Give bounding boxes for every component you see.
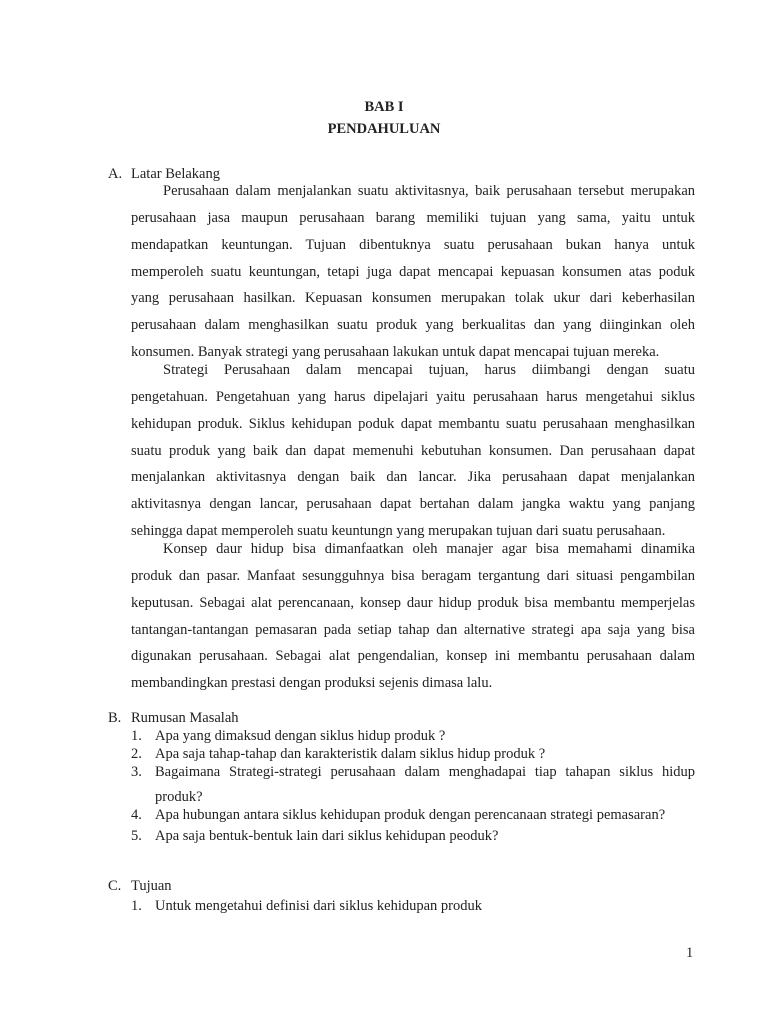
list-item-text: Apa saja tahap-tahap dan karakteristik dalam siklus hidup produk ? [155, 746, 546, 762]
paragraph-line: yang perusahaan hasilkan. Kepuasan konsumen merupakan tolak ukur dari keberhasilan [131, 290, 695, 307]
chapter-subtitle: PENDAHULUAN [327, 121, 441, 137]
section-a-marker: A. [108, 166, 123, 182]
paragraph-line: mendapatkan keuntungan. Tujuan dibentuknya suatu perusahaan bukan hanya untuk [131, 236, 695, 253]
paragraph-line: kehidupan produk. Siklus kehidupan poduk dapat membantu suatu perusahaan menghasilkan [131, 415, 695, 432]
list-item-number: 2. [131, 746, 142, 762]
list-item-text: Untuk mengetahui definisi dari siklus kehidupan produk [155, 898, 483, 914]
section-c-heading: Tujuan [131, 878, 172, 894]
paragraph-line: perusahaan jasa maupun perusahaan barang memiliki tujuan yang sama, yaitu untuk [131, 209, 695, 226]
list-item-text: Apa saja bentuk-bentuk lain dari siklus kehidupan peoduk? [155, 828, 499, 844]
list-item-number: 3. [131, 764, 142, 780]
paragraph-line: Strategi Perusahaan dalam mencapai tujuan, harus diimbangi dengan suatu [163, 362, 695, 378]
paragraph-line: perusahaan dalam menghasilkan suatu produk yang berkualitas dan yang diinginkan oleh [131, 317, 695, 334]
paragraph-line: membandingkan prestasi dengan produksi sejenis dimasa lalu. [131, 675, 493, 692]
list-item-text: Apa hubungan antara siklus kehidupan produk dengan perencanaan strategi pemasaran? [155, 807, 666, 823]
paragraph-line: pengetahuan. Pengetahuan yang harus dipelajari yaitu perusahaan harus mengetahui siklus [131, 388, 695, 405]
paragraph-line: Konsep daur hidup bisa dimanfaatkan oleh manajer agar bisa memahami dinamika [163, 541, 695, 557]
section-a-heading: Latar Belakang [131, 166, 220, 182]
section-b-marker: B. [108, 710, 122, 726]
list-item-text: Apa yang dimaksud dengan siklus hidup produk ? [155, 728, 446, 744]
paragraph-line: keputusan. Sebagai alat perencanaan, konsep daur hidup produk bisa membantu memperjelas [131, 594, 695, 611]
page-number: 1 [686, 945, 694, 961]
paragraph-line: suatu produk yang baik dan dapat memenuhi kebutuhan konsumen. Dan perusahaan dapat [131, 442, 695, 459]
list-item-number: 5. [131, 828, 142, 844]
list-item-number: 1. [131, 898, 142, 914]
paragraph-line: produk dan pasar. Manfaat sesungguhnya bisa beragam tergantung dari situasi pengambilan [131, 567, 695, 584]
paragraph-line: aktivitasnya dengan lancar, perusahaan dapat bertahan dalam jangka waktu yang panjang [131, 496, 695, 513]
list-item-number: 1. [131, 728, 142, 744]
section-c-marker: C. [108, 878, 122, 894]
chapter-title: BAB I [364, 99, 404, 115]
paragraph-line: Perusahaan dalam menjalankan suatu aktivitasnya, baik perusahaan tersebut merupakan [163, 183, 695, 199]
paragraph-line: memperoleh suatu keuntungan, tetapi juga dapat mencapai kepuasan konsumen atas poduk [131, 263, 695, 280]
paragraph-line: digunakan perusahaan. Sebagai alat pengendalian, konsep ini membantu perusahaan dalam [131, 648, 695, 665]
list-item-number: 4. [131, 807, 142, 823]
list-item-text: Bagaimana Strategi-strategi perusahaan dalam menghadapai tiap tahapan siklus hidup [155, 764, 695, 780]
paragraph-line: sehingga dapat memperoleh suatu keuntungn yang merupakan tujuan dari suatu perusahaan. [131, 523, 666, 540]
paragraph-line: menjalankan aktivitasnya dengan baik dan lancar. Jika perusahaan dapat menjalankan [131, 469, 695, 486]
paragraph-line: konsumen. Banyak strategi yang perusahaan lakukan untuk dapat mencapai tujuan mereka. [131, 344, 660, 361]
list-item-text: produk? [155, 789, 203, 805]
section-b-heading: Rumusan Masalah [131, 710, 239, 726]
paragraph-line: tantangan-tantangan pemasaran pada setiap tahap dan alternative strategi apa saja yang bisa [131, 621, 695, 638]
